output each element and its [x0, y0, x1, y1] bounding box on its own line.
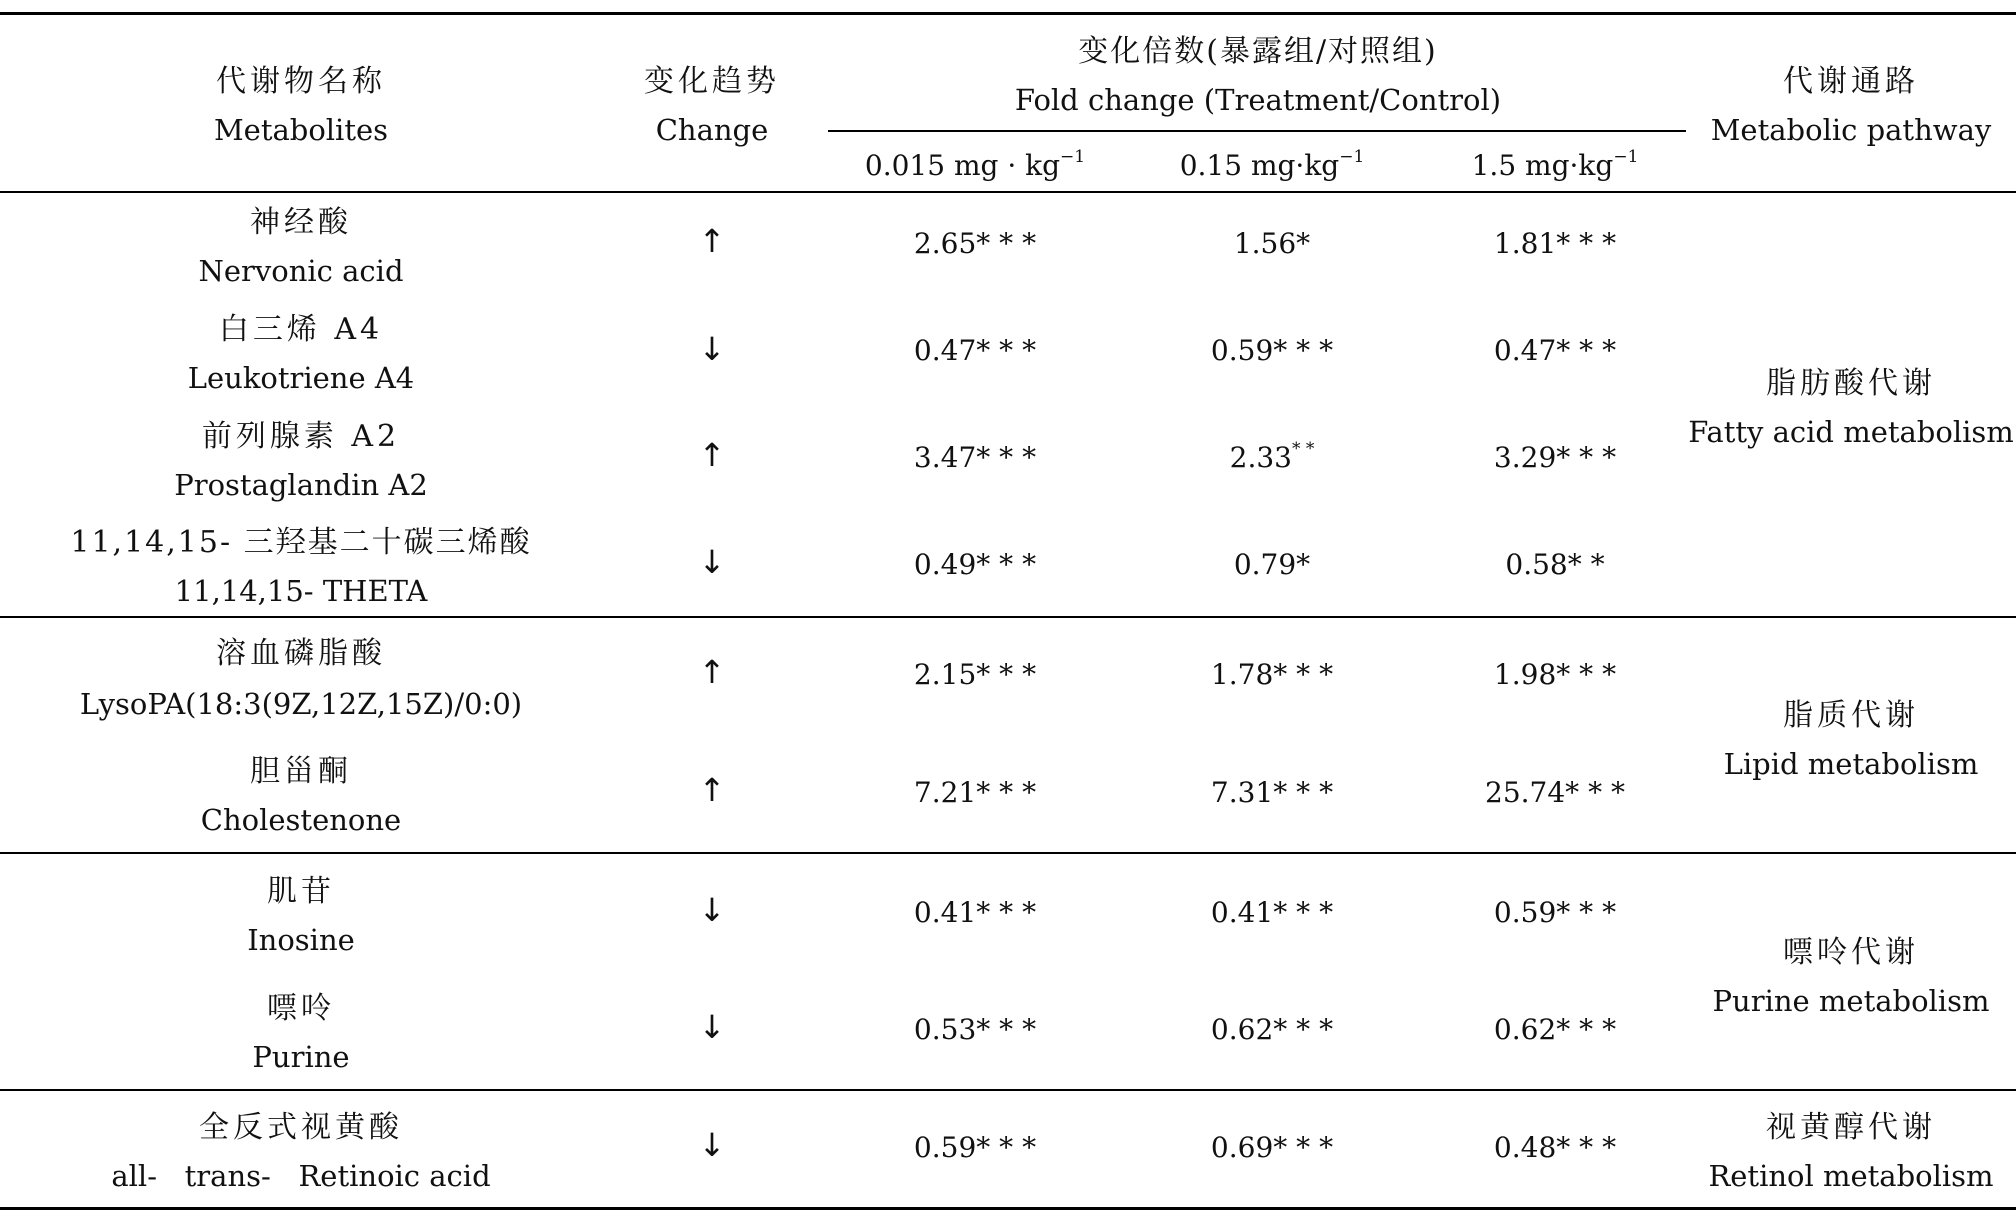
fold-change-underline — [828, 130, 1686, 132]
pathway-en: Purine metabolism — [1712, 984, 1990, 1018]
up-arrow-icon: ↑ — [698, 222, 726, 260]
pathway-zh: 视黄醇代谢 — [1766, 1110, 1936, 1145]
header-dose-1: 0.015 mg · $kg^{-1}$ — [864, 147, 1086, 182]
group-divider-1 — [0, 616, 2016, 618]
fold-value-1: 2.65* * * — [913, 227, 1037, 260]
metabolite-name-en: Cholestenone — [200, 803, 402, 837]
header-dose-2: 0.15 $mg\cdot kg^{-1}$ — [1179, 147, 1365, 182]
metabolite-name-en: Purine — [252, 1040, 350, 1074]
fold-value-3: 3.29* * * — [1493, 441, 1617, 474]
metabolite-name-zh: 神经酸 — [250, 205, 352, 240]
metabolite-name-zh: 肌苷 — [267, 874, 335, 909]
fold-value-3: 0.58* * — [1505, 548, 1605, 581]
metabolite-name-zh: 嘌呤 — [267, 991, 335, 1026]
header-fold-en: Fold change (Treatment/Control) — [1014, 83, 1502, 117]
header-metabolites-en: Metabolites — [213, 113, 389, 147]
header-pathway-zh: 代谢通路 — [1783, 64, 1919, 99]
header-change-zh: 变化趋势 — [644, 64, 780, 99]
fold-value-3: 0.59* * * — [1493, 896, 1617, 929]
pathway-en: Fatty acid metabolism — [1688, 415, 2014, 449]
down-arrow-icon: ↓ — [698, 330, 726, 368]
pathway-en: Retinol metabolism — [1708, 1159, 1994, 1193]
metabolite-name-en: all- trans- Retinoic acid — [111, 1159, 491, 1193]
down-arrow-icon: ↓ — [698, 1126, 726, 1164]
fold-value-3: 0.48* * * — [1493, 1131, 1617, 1164]
header-fold-zh: 变化倍数(暴露组/对照组) — [1078, 34, 1438, 69]
fold-value-1: 2.15* * * — [913, 658, 1037, 691]
fold-value-1: 0.41* * * — [913, 896, 1037, 929]
down-arrow-icon: ↓ — [698, 891, 726, 929]
up-arrow-icon: ↑ — [698, 436, 726, 474]
fold-value-3: 0.62* * * — [1493, 1013, 1617, 1046]
fold-value-2: 2.33* * — [1229, 439, 1315, 474]
group-divider-2 — [0, 852, 2016, 854]
pathway-zh: 嘌呤代谢 — [1783, 935, 1919, 970]
metabolite-name-zh: 胆甾酮 — [250, 754, 352, 789]
metabolite-name-en: Inosine — [247, 923, 355, 957]
up-arrow-icon: ↑ — [698, 771, 726, 809]
metabolite-name-en: LysoPA(18:3(9Z,12Z,15Z)/0:0) — [79, 687, 523, 721]
metabolite-name-en: Prostaglandin A2 — [174, 468, 428, 502]
metabolite-name-zh: 白三烯 A4 — [218, 312, 384, 347]
fold-value-2: 1.78* * * — [1210, 658, 1334, 691]
metabolite-name-zh: 溶血磷脂酸 — [216, 636, 386, 671]
up-arrow-icon: ↑ — [698, 653, 726, 691]
metabolite-name-zh: 全反式视黄酸 — [199, 1110, 403, 1145]
down-arrow-icon: ↓ — [698, 1008, 726, 1046]
fold-value-2: 7.31* * * — [1210, 776, 1334, 809]
fold-value-2: 0.79* — [1233, 548, 1311, 581]
fold-value-3: 1.81* * * — [1493, 227, 1617, 260]
header-bottom-rule — [0, 191, 2016, 193]
fold-value-2: 0.59* * * — [1210, 334, 1334, 367]
fold-value-1: 0.49* * * — [913, 548, 1037, 581]
header-metabolites-zh: 代谢物名称 — [216, 64, 386, 99]
metabolite-name-en: Leukotriene A4 — [187, 361, 415, 395]
fold-value-3: 25.74* * * — [1485, 776, 1625, 809]
fold-value-1: 7.21* * * — [913, 776, 1037, 809]
fold-value-1: 0.59* * * — [913, 1131, 1037, 1164]
table-top-rule — [0, 12, 2016, 15]
fold-value-3: 0.47* * * — [1493, 334, 1617, 367]
metabolite-name-zh: 11,14,15- 三羟基二十碳三烯酸 — [70, 525, 532, 560]
metabolite-name-zh: 前列腺素 A2 — [201, 419, 401, 454]
pathway-zh: 脂肪酸代谢 — [1766, 366, 1936, 401]
fold-value-3: 1.98* * * — [1493, 658, 1617, 691]
header-change-en: Change — [655, 113, 769, 147]
fold-value-1: 0.53* * * — [913, 1013, 1037, 1046]
fold-value-2: 0.62* * * — [1210, 1013, 1334, 1046]
fold-value-2: 0.41* * * — [1210, 896, 1334, 929]
fold-value-1: 0.47* * * — [913, 334, 1037, 367]
pathway-zh: 脂质代谢 — [1783, 698, 1919, 733]
metabolite-name-en: 11,14,15- THETA — [174, 574, 428, 608]
fold-value-2: 0.69* * * — [1210, 1131, 1334, 1164]
fold-value-1: 3.47* * * — [913, 441, 1037, 474]
header-pathway-en: Metabolic pathway — [1710, 113, 1992, 147]
metabolite-name-en: Nervonic acid — [198, 254, 404, 288]
header-dose-3: 1.5 $mg\cdot kg^{-1}$ — [1471, 147, 1639, 182]
down-arrow-icon: ↓ — [698, 543, 726, 581]
table-bottom-rule — [0, 1207, 2016, 1210]
group-divider-3 — [0, 1089, 2016, 1091]
pathway-en: Lipid metabolism — [1723, 747, 1979, 781]
fold-value-2: 1.56* — [1233, 227, 1311, 260]
